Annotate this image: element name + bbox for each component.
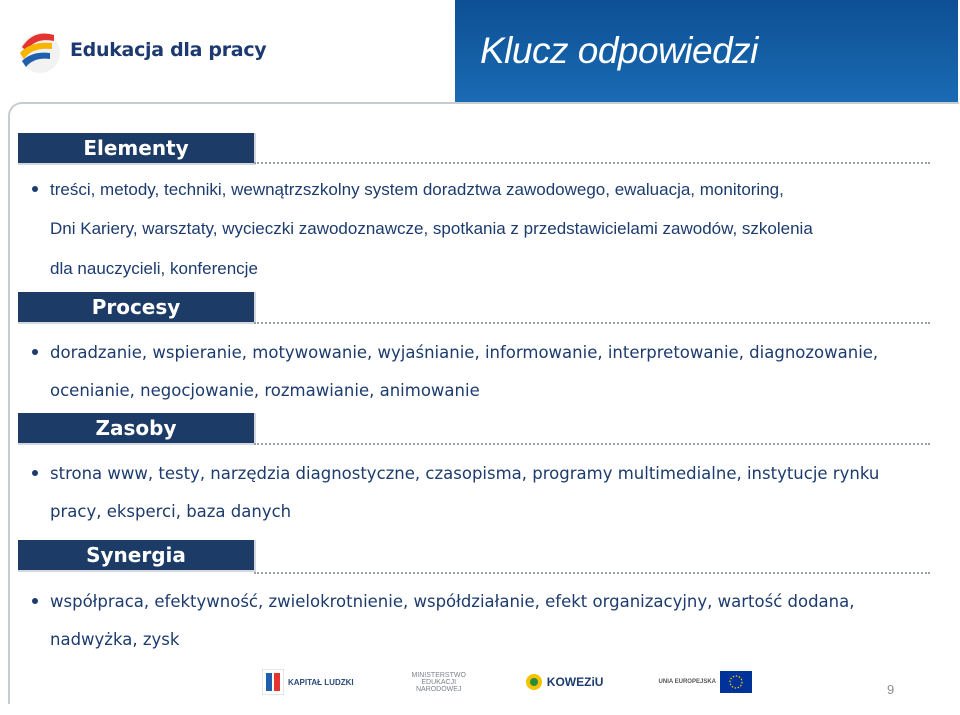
line-text: nadwyżka, zysk xyxy=(50,630,180,649)
list-item-continuation xyxy=(32,209,950,249)
list-item xyxy=(32,582,932,622)
list-item xyxy=(32,333,932,373)
logo-text: KAPITAŁ LUDZKI xyxy=(288,677,354,687)
line-text: strona www, testy, narzędzia diagnostyczne, czasopisma, programy multimedialne, instytucje rynku xyxy=(50,464,880,483)
line-text: dla nauczycieli, konferencje xyxy=(50,259,258,278)
page-number: 9 xyxy=(887,682,895,697)
kapital-ludzki-logo xyxy=(262,665,354,699)
section-heading-elementy: Elementy xyxy=(18,133,256,165)
bullet-icon xyxy=(32,186,38,192)
section-divider xyxy=(254,322,930,324)
list-item xyxy=(32,170,932,210)
brand-name: Edukacja dla pracy xyxy=(70,39,267,61)
bullet-icon xyxy=(32,470,38,476)
koweziu-icon xyxy=(524,672,544,692)
ue-logo xyxy=(659,665,752,699)
line-text: doradzanie, wspieranie, motywowanie, wyjaśnianie, informowanie, interpretowanie, diagnozowanie, xyxy=(50,343,879,362)
section-divider xyxy=(254,162,930,164)
footer-logos xyxy=(262,662,752,702)
section-heading-procesy: Procesy xyxy=(18,292,256,324)
section-divider xyxy=(254,572,930,574)
section-heading-zasoby: Zasoby xyxy=(18,413,256,445)
list-item xyxy=(32,454,932,494)
list-item-continuation xyxy=(32,620,950,660)
list-item-continuation xyxy=(32,371,950,411)
eu-flag-icon xyxy=(720,671,752,693)
header-banner xyxy=(455,0,958,102)
logo-mark-icon xyxy=(14,25,64,75)
men-logo: MINISTERSTWO EDUKACJI NARODOWEJ xyxy=(411,671,466,693)
logo-text: UNIA EUROPEJSKA xyxy=(658,679,716,685)
section-heading-synergia: Synergia xyxy=(18,540,256,572)
line-text: Dni Kariery, warsztaty, wycieczki zawodoznawcze, spotkania z przedstawicielami zawodów, szkolenia xyxy=(50,219,813,238)
bullet-icon xyxy=(32,598,38,604)
line-text: pracy, eksperci, baza danych xyxy=(50,502,292,521)
slide-title: Klucz odpowiedzi xyxy=(480,30,758,71)
kapital-ludzki-icon xyxy=(262,669,284,695)
bullet-icon xyxy=(32,349,38,355)
list-item-continuation xyxy=(32,492,950,532)
line-text: ocenianie, negocjowanie, rozmawianie, animowanie xyxy=(50,381,480,400)
line-text: treści, metody, techniki, wewnątrzszkolny system doradztwa zawodowego, ewaluacja, monitoring, xyxy=(50,180,784,199)
list-item-continuation xyxy=(32,249,950,289)
section-divider xyxy=(254,443,930,445)
koweziu-logo xyxy=(524,665,604,699)
edukacja-logo xyxy=(14,22,266,78)
line-text: współpraca, efektywność, zwielokrotnienie, współdziałanie, efekt organizacyjny, wartość dodana, xyxy=(50,592,855,611)
logo-text: KOWEZiU xyxy=(546,675,604,689)
